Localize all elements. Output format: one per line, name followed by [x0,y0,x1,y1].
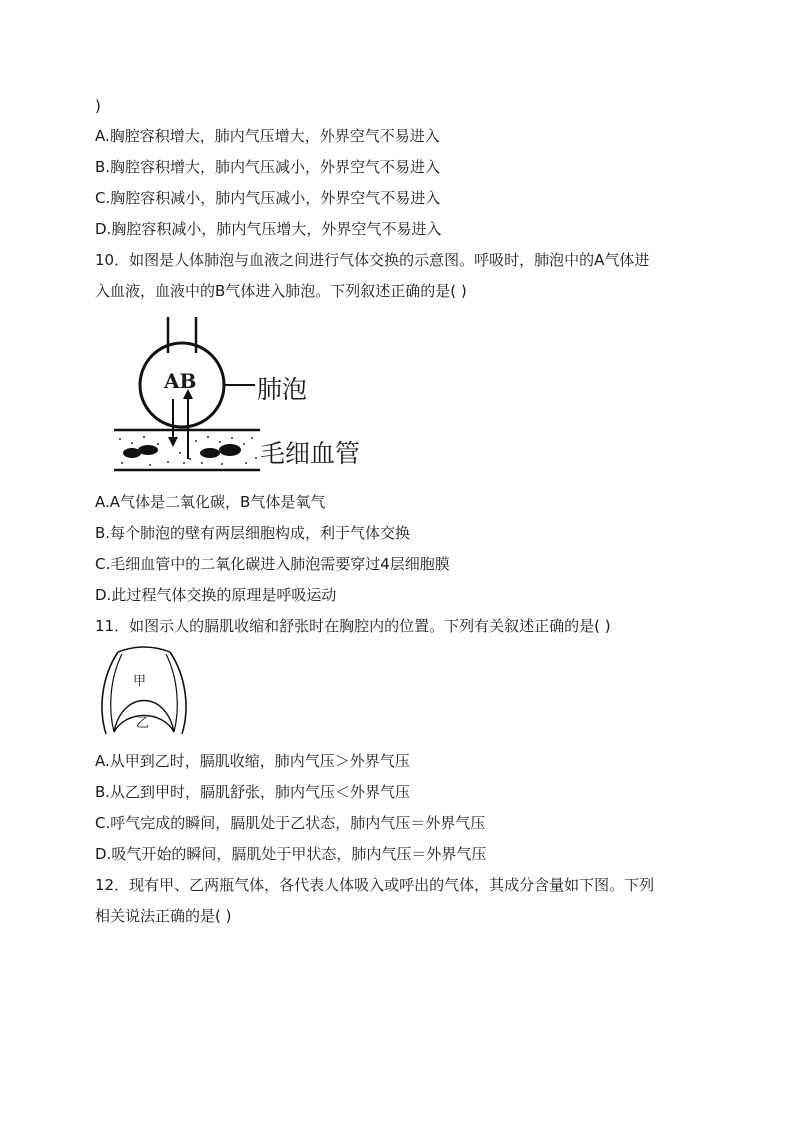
q9-stem-tail: ) [95,97,101,115]
alveolus-label: 肺泡 [257,375,308,404]
q12-stem-line2: 相关说法正确的是( ) [95,907,232,925]
diaphragm-upper-label: 甲 [133,674,147,689]
diaphragm-lower-label: 乙 [136,716,150,731]
alveolus-bubble-text: AB [164,369,197,393]
q10-stem-line2: 入血液，血液中的B气体进入肺泡。下列叙述正确的是( ) [95,282,467,300]
q11-option-c[interactable]: C.呼气完成的瞬间，膈肌处于乙状态，肺内气压＝外界气压 [95,814,486,832]
q10-stem-line1: 10．如图是人体肺泡与血液之间进行气体交换的示意图。呼吸时，肺泡中的A气体进 [95,251,650,269]
q12-stem-line1: 12．现有甲、乙两瓶气体，各代表人体吸入或呼出的气体，其成分含量如下图。下列 [95,876,655,894]
q11-option-d[interactable]: D.吸气开始的瞬间，膈肌处于甲状态，肺内气压＝外界气压 [95,845,487,863]
capillary-label: 毛细血管 [260,439,361,468]
q9-option-d[interactable]: D.胸腔容积减小，肺内气压增大，外界空气不易进入 [95,220,442,238]
q11-option-b[interactable]: B.从乙到甲时，膈肌舒张，肺内气压＜外界气压 [95,783,411,801]
q9-option-c[interactable]: C.胸腔容积减小，肺内气压减小，外界空气不易进入 [95,189,441,207]
q10-option-c[interactable]: C.毛细血管中的二氧化碳进入肺泡需要穿过4层细胞膜 [95,555,450,573]
q11-option-a[interactable]: A.从甲到乙时，膈肌收缩，肺内气压＞外界气压 [95,752,410,770]
q10-option-d[interactable]: D.此过程气体交换的原理是呼吸运动 [95,586,337,604]
q9-option-b[interactable]: B.胸腔容积增大，肺内气压减小，外界空气不易进入 [95,158,441,176]
alveolus-figure [110,313,390,478]
q9-option-a[interactable]: A.胸腔容积增大，肺内气压增大，外界空气不易进入 [95,127,440,145]
q10-option-a[interactable]: A.A气体是二氧化碳，B气体是氧气 [95,493,326,511]
q11-stem: 11．如图示人的膈肌收缩和舒张时在胸腔内的位置。下列有关叙述正确的是( ) [95,617,611,635]
diaphragm-figure [98,646,190,738]
q10-option-b[interactable]: B.每个肺泡的壁有两层细胞构成，利于气体交换 [95,524,411,542]
